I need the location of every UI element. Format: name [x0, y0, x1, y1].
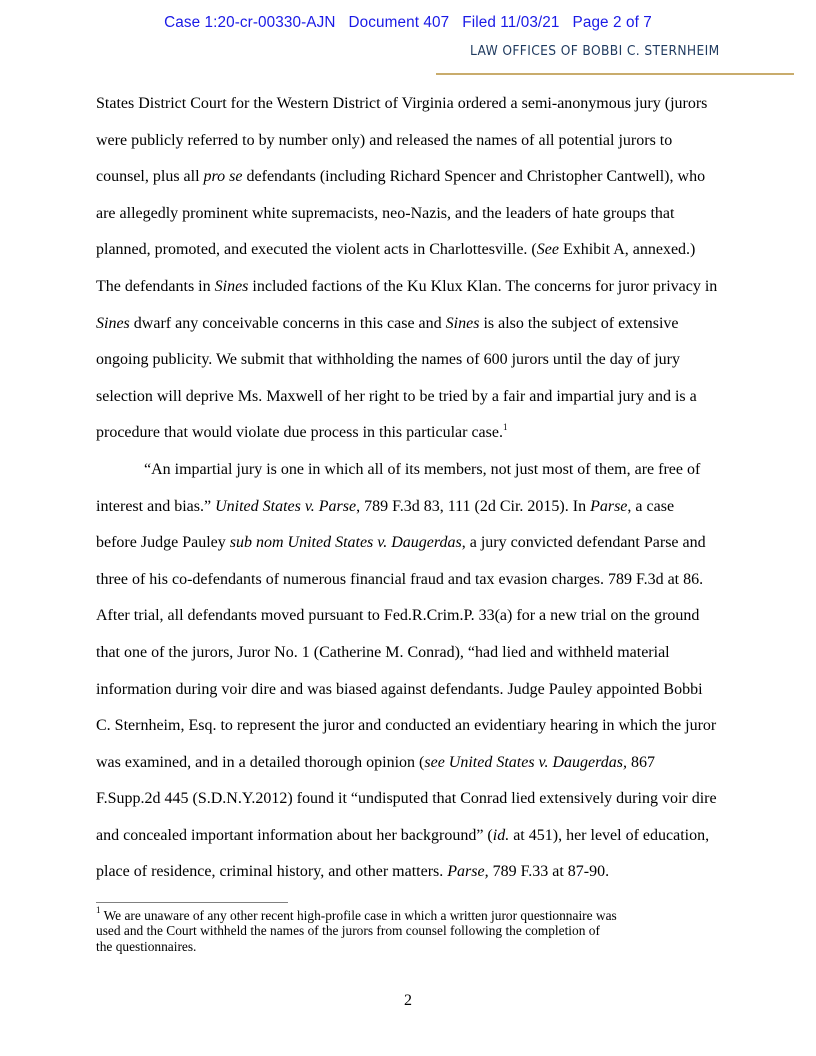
body-line	[96, 202, 724, 239]
body-line	[96, 678, 724, 715]
text-segment: C. Sternheim, Esq. to represent the juror and conducted an evidentiary hearing in which the juror	[96, 717, 717, 735]
ecf-header-stamp: Case 1:20-cr-00330-AJN Document 407 Filed 11/03/21 Page 2 of 7	[164, 14, 652, 31]
body-line	[96, 348, 724, 385]
text-segment: three of his co-defendants of numerous financial fraud and tax evasion charges. 789 F.3d at 86.	[96, 570, 704, 588]
footnote-line	[96, 905, 736, 923]
text-segment: before Judge Pauley	[96, 534, 230, 552]
text-segment: ongoing publicity. We submit that withholding the names of 600 jurors until the day of jury	[96, 351, 680, 369]
text-segment: that one of the jurors, Juror No. 1 (Catherine M. Conrad), “had lied and withheld material	[96, 643, 670, 661]
italic-text: Sines	[445, 314, 480, 332]
footnote-line	[96, 923, 736, 938]
italic-text: Parse,	[447, 863, 489, 881]
body-line	[96, 275, 724, 312]
text-segment: Exhibit A, annexed.)	[558, 241, 696, 259]
body-line	[96, 751, 724, 788]
text-segment: F.Supp.2d 445 (S.D.N.Y.2012) found it “undisputed that Conrad lied extensively during voir dire	[96, 790, 717, 808]
italic-text: United States v. Parse	[215, 497, 357, 515]
text-segment: are allegedly prominent white supremacists, neo-Nazis, and the leaders of hate groups that	[96, 204, 675, 222]
italic-text: Parse	[590, 497, 628, 515]
italic-text: pro se	[203, 168, 243, 186]
body-line	[96, 714, 724, 751]
text-segment: , a jury convicted defendant Parse and	[461, 534, 706, 552]
footnote-text: the questionnaires.	[96, 938, 197, 954]
text-segment: interest and bias.”	[96, 497, 216, 515]
text-segment: States District Court for the Western District of Virginia ordered a semi-anonymous jury (jurors	[96, 95, 708, 112]
footnote-text: We are unaware of any other recent high-profile case in which a written juror questionnaire was	[100, 908, 617, 923]
letterhead: LAW OFFICES OF BOBBI C. STERNHEIM	[470, 44, 720, 59]
text-segment: was examined, and in a detailed thorough opinion (	[96, 753, 425, 771]
text-segment: 789 F.33 at 87-90.	[488, 863, 610, 881]
italic-text: id.	[492, 826, 510, 844]
italic-text: sub nom United States v. Daugerdas	[229, 534, 462, 552]
body-line	[96, 421, 724, 458]
body-text	[96, 92, 724, 897]
italic-text: Sines	[214, 277, 249, 295]
text-segment: defendants (including Richard Spencer and Christopher Cantwell), who	[242, 168, 706, 186]
body-line	[96, 824, 724, 861]
text-segment: place of residence, criminal history, and other matters.	[96, 863, 448, 881]
text-segment: is also the subject of extensive	[479, 314, 679, 332]
body-line	[96, 92, 724, 129]
body-line	[96, 495, 724, 532]
body-line	[96, 568, 724, 605]
text-segment: “An impartial jury is one in which all of its members, not just most of them, are free of	[144, 460, 701, 478]
body-line	[96, 385, 724, 422]
footnote	[96, 905, 736, 954]
body-line	[96, 312, 724, 349]
letterhead-rule	[436, 73, 794, 75]
italic-text: See	[536, 241, 559, 259]
body-line	[96, 531, 724, 568]
italic-text: Sines	[96, 314, 130, 332]
footnote-separator	[96, 902, 288, 903]
text-segment: were publicly referred to by number only) and released the names of all potential jurors to	[96, 131, 673, 149]
page-number: 2	[404, 992, 412, 1009]
text-segment: dwarf any conceivable concerns in this case and	[129, 314, 446, 332]
text-segment: and concealed important information about her background” (	[96, 826, 493, 844]
body-line	[96, 641, 724, 678]
text-segment: , a case	[627, 497, 675, 515]
footnote-text: used and the Court withheld the names of the jurors from counsel following the completion of	[96, 923, 600, 939]
text-segment: counsel, plus all	[96, 168, 204, 186]
italic-text: see United States v. Daugerdas,	[424, 753, 627, 771]
text-segment: The defendants in	[96, 277, 215, 295]
body-line	[96, 604, 724, 641]
text-segment: planned, promoted, and executed the violent acts in Charlottesville. (	[96, 241, 537, 259]
text-segment: After trial, all defendants moved pursuant to Fed.R.Crim.P. 33(a) for a new trial on the ground	[96, 607, 700, 625]
footnote-line	[96, 939, 736, 954]
text-segment: , 789 F.3d 83, 111 (2d Cir. 2015). In	[356, 497, 591, 515]
footnote-reference: 1	[502, 422, 508, 433]
body-line	[96, 238, 724, 275]
body-line	[96, 129, 724, 166]
body-line	[96, 860, 724, 897]
body-line	[96, 458, 724, 495]
text-segment: included factions of the Ku Klux Klan. The concerns for juror privacy in	[248, 277, 718, 295]
footnote-marker: 1	[96, 905, 101, 915]
text-segment: information during voir dire and was biased against defendants. Judge Pauley appointed Bobbi	[96, 680, 703, 698]
body-line	[96, 787, 724, 824]
text-segment: procedure that would violate due process in this particular case.	[96, 424, 503, 442]
text-segment: 867	[626, 753, 655, 771]
text-segment: at 451), her level of education,	[509, 826, 710, 844]
text-segment: selection will deprive Ms. Maxwell of her right to be tried by a fair and impartial jury and is a	[96, 387, 697, 405]
body-line	[96, 165, 724, 202]
